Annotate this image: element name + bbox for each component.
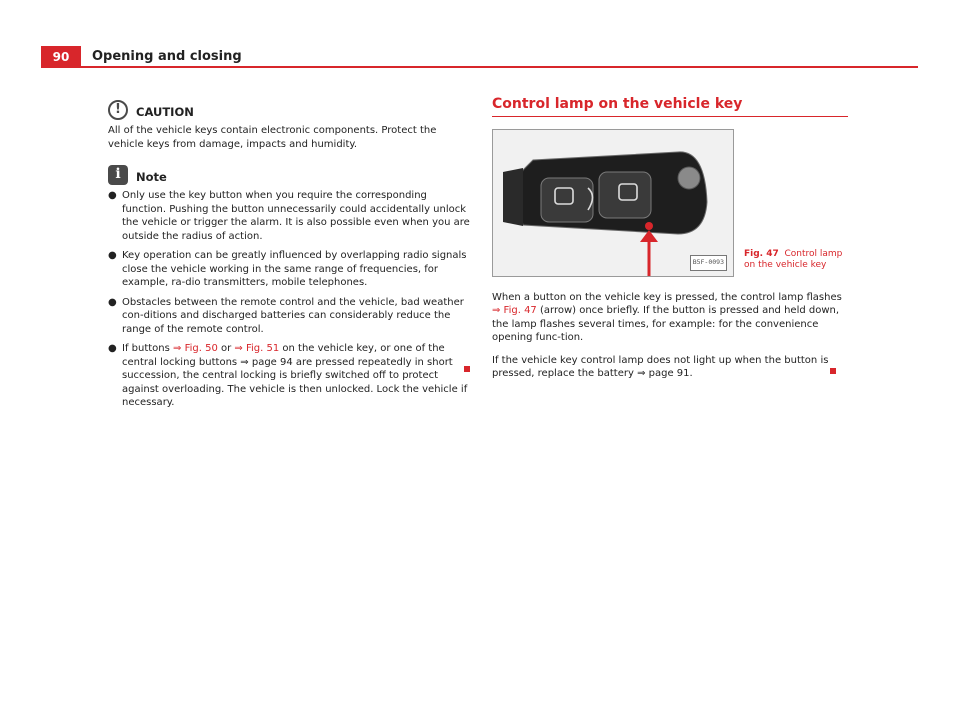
- section-title: Control lamp on the vehicle key: [492, 98, 848, 117]
- bullet-icon: ●: [108, 343, 117, 354]
- note-header: [108, 165, 470, 185]
- caution-title: CAUTION: [136, 105, 194, 120]
- page-number: 90: [41, 46, 81, 67]
- note-item: [108, 249, 470, 290]
- figure-label: Fig. 47: [744, 248, 779, 259]
- note-item-text: Obstacles between the remote control and the vehicle, bad weather con-ditions and discharged batteries can considerably reduce the range of the remote control.: [122, 296, 464, 335]
- caution-header: [108, 100, 470, 120]
- chapter-title: Opening and closing: [92, 49, 242, 64]
- body-paragraph: When a button on the vehicle key is pressed, the control lamp flashes ⇒ Fig. 47 (arrow) once briefly. If the button is pressed and held down, the lamp flashes several times, for example: for the convenience opening func-tion.: [492, 291, 842, 343]
- caution-text: All of the vehicle keys contain electronic components. Protect the vehicle keys from damage, impacts and humidity.: [108, 125, 437, 150]
- note-item: [108, 296, 470, 337]
- fig-50-link[interactable]: ⇒ Fig. 50: [173, 343, 218, 354]
- figure-code: B5F-0093: [690, 255, 727, 271]
- page-header: [0, 0, 960, 70]
- figure-47: [492, 129, 848, 277]
- note-item-text: Key operation can be greatly influenced by overlapping radio signals close the vehicle working in the same range of frequencies, for example, ra-dio transmitters, mobile telephones.: [122, 250, 467, 288]
- note-item: [108, 189, 470, 243]
- note-item: [108, 342, 470, 410]
- fig-47-link[interactable]: ⇒ Fig. 47: [492, 305, 537, 316]
- fig-51-link[interactable]: ⇒ Fig. 51: [234, 343, 280, 354]
- note-item-text: If buttons ⇒ Fig. 50 or ⇒ Fig. 51 on the vehicle key, or one of the central locking buttons ⇒ page 94 are pressed repeatedly in short succession, the central locking is briefly switched off to protect against overloading. The vehicle is then unlocked. Lock the vehicle if necessary.: [122, 343, 468, 408]
- header-divider: [41, 66, 918, 68]
- body-paragraph: If the vehicle key control lamp does not light up when the button is pressed, replace the battery ⇒ page 91.: [492, 354, 829, 379]
- bullet-icon: ●: [108, 296, 117, 308]
- figure-caption-text: Control lamp on the vehicle key: [744, 248, 843, 270]
- figure-caption: [744, 249, 844, 277]
- section-end-marker: [464, 366, 470, 372]
- bullet-icon: ●: [108, 250, 117, 261]
- vehicle-key-illustration: [492, 129, 734, 277]
- left-column: [108, 100, 470, 410]
- caution-icon: !: [108, 100, 128, 120]
- bullet-icon: ●: [108, 190, 117, 201]
- key-drawing: [493, 130, 733, 276]
- note-title: Note: [136, 170, 167, 185]
- info-icon: i: [108, 165, 128, 185]
- note-item-text: Only use the key button when you require the corresponding function. Pushing the button unnecessarily could accidentally unlock the vehicle or trigger the alarm. It is also possible even when you are outside the radius of action.: [122, 190, 470, 242]
- right-column: [492, 98, 848, 381]
- section-end-marker: [830, 368, 836, 374]
